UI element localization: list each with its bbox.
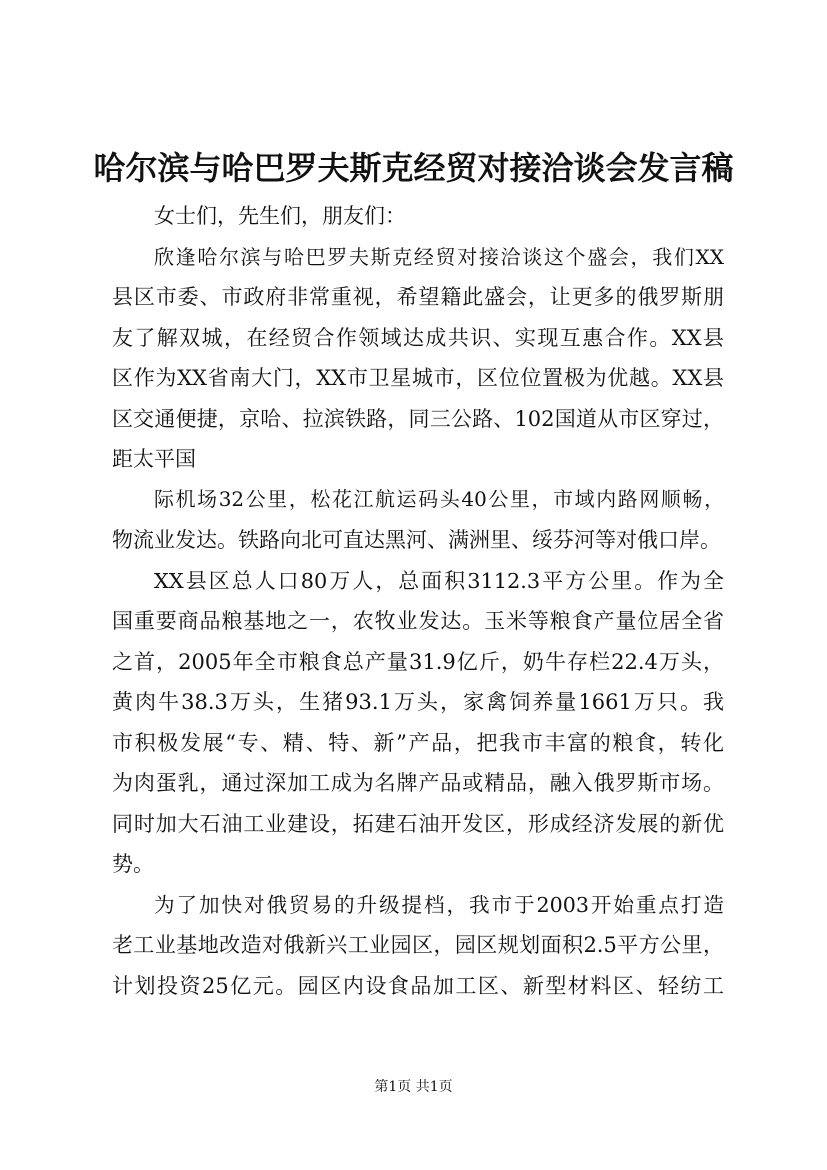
paragraph-intro: [112, 237, 724, 480]
paragraph-line: 为肉蛋乳，通过深加工成为名牌产品或精品，融入俄罗斯市场。: [112, 771, 724, 795]
paragraph-line: 为了加快对俄贸易的升级提档，我市于2003开始重点打造: [154, 892, 724, 917]
paragraph-line: 市积极发展“专、精、特、新”产品，把我市丰富的粮食，转化: [112, 730, 724, 755]
paragraph-line: 县区市委、市政府非常重视，希望籍此盛会，让更多的俄罗斯朋: [112, 285, 724, 309]
paragraph-line: 友了解双城，在经贸合作领域达成共识、实现互惠合作。XX县: [112, 325, 724, 350]
paragraph-line: 国重要商品粮基地之一，农牧业发达。玉米等粮食产量位居全省: [112, 609, 724, 633]
paragraph-line: 区作为XX省南大门，XX市卫星城市，区位位置极为优越。XX县: [112, 366, 724, 390]
paragraph-line: 老工业基地改造对俄新兴工业园区，园区规划面积2.5平方公里，: [112, 933, 724, 957]
document-title: 哈尔滨与哈巴罗夫斯克经贸对接洽谈会发言稿: [93, 149, 734, 187]
document-body: [112, 196, 724, 1006]
paragraph-line: 黄肉牛38.3万头，生猪93.1万头，家禽饲养量1661万只。我: [112, 690, 724, 714]
paragraph-line: 计划投资25亿元。园区内设食品加工区、新型材料区、轻纺工: [112, 973, 724, 998]
paragraph-line: 区交通便捷，京哈、拉滨铁路，同三公路、102国道从市区穿过，: [112, 406, 724, 431]
page-footer: 第1页 共1页: [374, 1079, 453, 1095]
paragraph-greeting: [112, 196, 724, 237]
paragraph-line: 之首，2005年全市粮食总产量31.9亿斤，奶牛存栏22.4万头，: [112, 649, 724, 674]
paragraph-industrial-park: [112, 885, 724, 1007]
paragraph-line: 同时加大石油工业建设，拓建石油开发区，形成经济发展的新优: [112, 811, 724, 836]
paragraph-transport: [112, 480, 724, 561]
paragraph-line: 欣逢哈尔滨与哈巴罗夫斯克经贸对接洽谈这个盛会，我们XX: [154, 244, 724, 269]
paragraph-line: XX县区总人口80万人，总面积3112.3平方公里。作为全: [154, 568, 724, 593]
paragraph-line: 距太平国: [112, 447, 196, 471]
paragraph-line: 女士们，先生们，朋友们：: [154, 204, 406, 228]
paragraph-population: [112, 561, 724, 885]
paragraph-line: 物流业发达。铁路向北可直达黑河、满洲里、绥芬河等对俄口岸。: [112, 528, 721, 552]
paragraph-line: 际机场32公里，松花江航运码头40公里，市域内路网顺畅，: [154, 487, 724, 511]
paragraph-line: 势。: [112, 852, 154, 876]
